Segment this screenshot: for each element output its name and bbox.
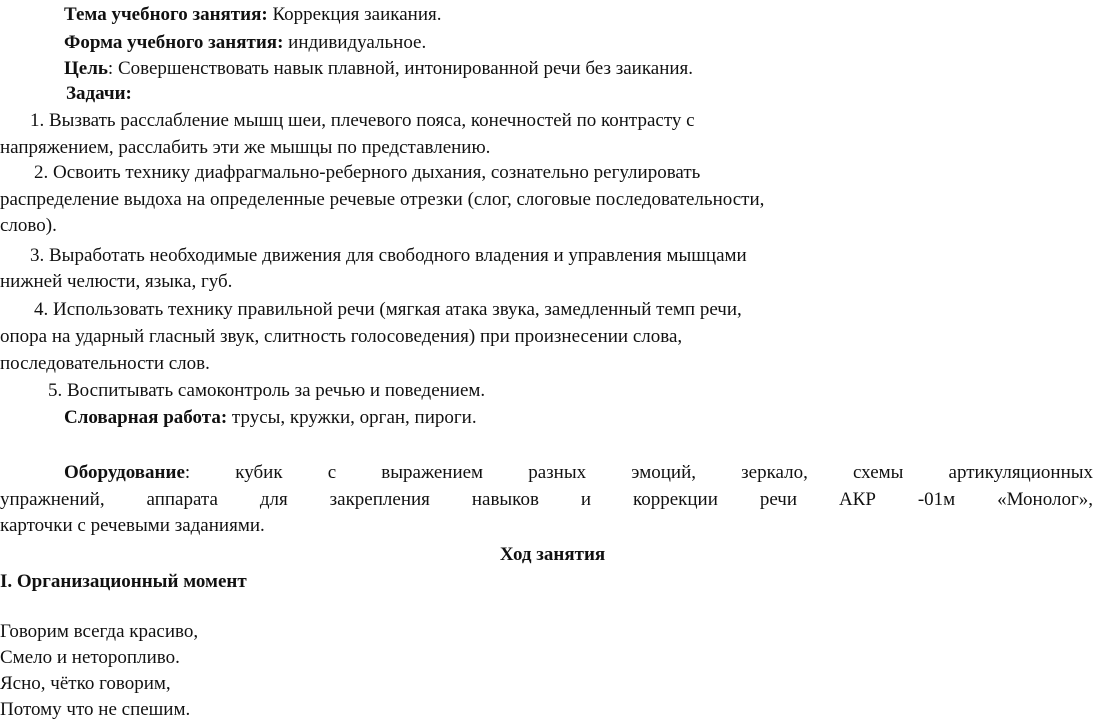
equipment-label: Оборудование bbox=[64, 462, 185, 483]
topic-line bbox=[0, 3, 1105, 27]
lesson-title bbox=[0, 543, 1105, 567]
vocab-line bbox=[0, 406, 1105, 430]
task-2-line-3: слово). bbox=[0, 215, 57, 236]
lesson-title-text: Ход занятия bbox=[499, 544, 606, 565]
tasks-heading bbox=[0, 82, 1105, 106]
poem-line-1: Говорим всегда красиво, bbox=[0, 621, 199, 642]
goal-value: : Совершенствовать навык плавной, интонированной речи без заикания. bbox=[107, 58, 694, 79]
task-4-line-1: 4. Использовать технику правильной речи (мягкая атака звука, замедленный темп речи, bbox=[34, 299, 742, 320]
task-1-line-1: 1. Вызвать расслабление мышц шеи, плечевого пояса, конечностей по контрасту с bbox=[30, 110, 695, 131]
equipment-text-1: : кубик с выражением разных эмоций, зеркало, схемы артикуляционных bbox=[184, 462, 1093, 483]
task-2-line-2: распределение выдоха на определенные речевые отрезки (слог, слоговые последовательности, bbox=[0, 189, 765, 210]
task-3-line-1: 3. Выработать необходимые движения для свободного владения и управления мышцами bbox=[30, 245, 747, 266]
topic-label: Тема учебного занятия: bbox=[64, 4, 268, 25]
topic-value: Коррекция заикания. bbox=[272, 4, 442, 25]
goal-label: Цель bbox=[64, 58, 108, 79]
goal-line bbox=[0, 57, 1105, 81]
form-value: индивидуальное. bbox=[288, 32, 427, 53]
vocab-label: Словарная работа: bbox=[64, 407, 228, 428]
form-line bbox=[0, 31, 1105, 55]
equipment-line-2: упражнений, аппарата для закрепления навыков и коррекции речи АКР -01м «Монолог», bbox=[0, 489, 1093, 510]
poem-line-2: Смело и неторопливо. bbox=[0, 647, 180, 668]
form-label: Форма учебного занятия: bbox=[64, 32, 284, 53]
poem-line-3: Ясно, чётко говорим, bbox=[0, 673, 171, 694]
task-1-line-2: напряжением, расслабить эти же мышцы по представлению. bbox=[0, 137, 491, 158]
task-4-line-2: опора на ударный гласный звук, слитность голосоведения) при произнесении слова, bbox=[0, 326, 683, 347]
section-1-heading bbox=[0, 570, 1105, 594]
task-5-line: 5. Воспитывать самоконтроль за речью и поведением. bbox=[48, 380, 486, 401]
vocab-value: трусы, кружки, орган, пироги. bbox=[227, 407, 477, 428]
poem-line-4: Потому что не спешим. bbox=[0, 699, 191, 720]
equipment-line-3: карточки с речевыми заданиями. bbox=[0, 515, 265, 536]
section-1-text: I. Организационный момент bbox=[0, 571, 247, 592]
task-3-line-2: нижней челюсти, языка, губ. bbox=[0, 271, 233, 292]
task-4-line-3: последовательности слов. bbox=[0, 353, 210, 374]
task-2-line-1: 2. Освоить технику диафрагмально-реберного дыхания, сознательно регулировать bbox=[34, 162, 701, 183]
tasks-label: Задачи: bbox=[66, 83, 132, 104]
equipment-line-1 bbox=[0, 461, 1105, 485]
